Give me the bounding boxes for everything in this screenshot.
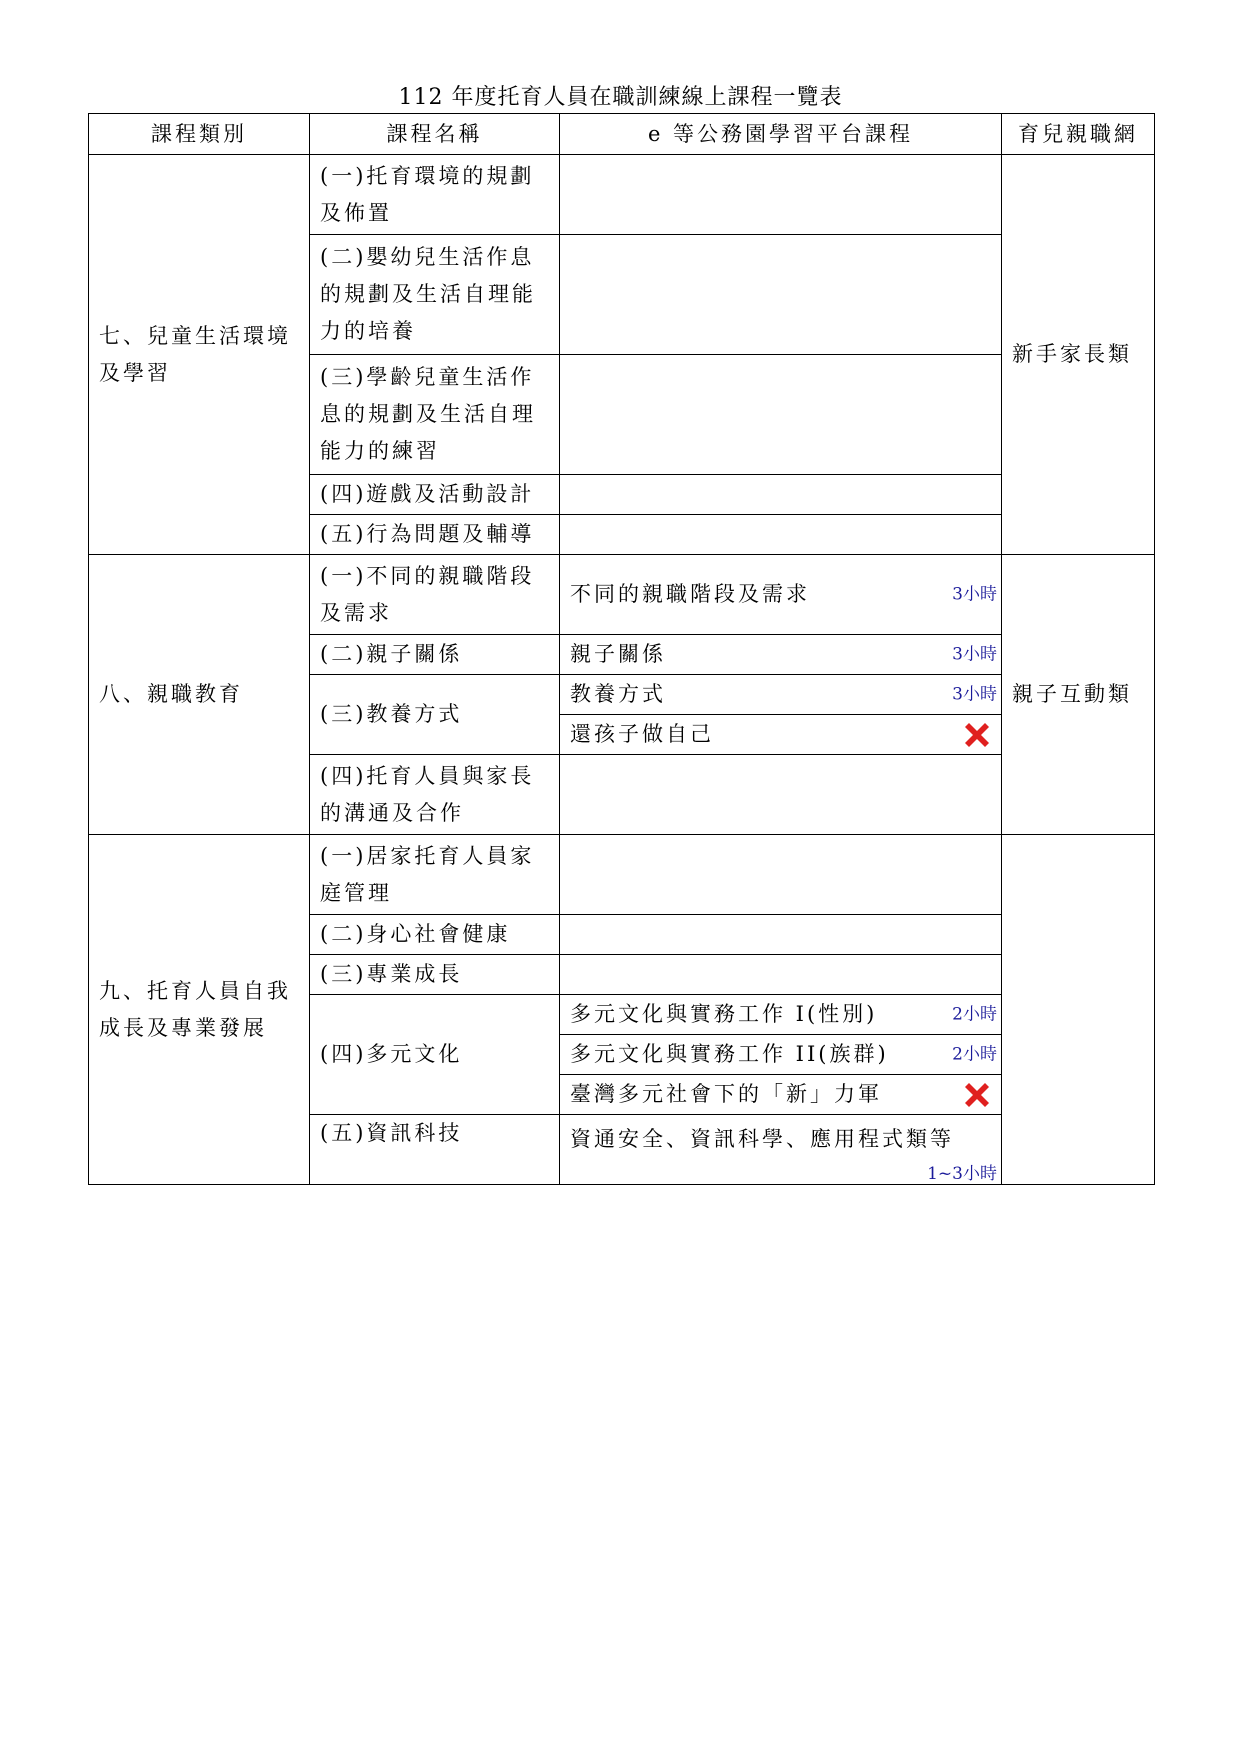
header-row	[89, 114, 1155, 155]
header-platform: e 等公務園學習平台課程	[560, 114, 1002, 155]
course-name: (三)專業成長	[310, 955, 560, 995]
platform-course	[560, 1115, 1002, 1185]
course-name: (五)資訊科技	[310, 1115, 560, 1185]
course-hours: 3小時	[952, 684, 997, 704]
platform-cell-empty	[560, 915, 1002, 955]
platform-cell-empty	[560, 835, 1002, 915]
red-x-icon	[959, 1077, 995, 1113]
course-hours: 2小時	[952, 1004, 997, 1024]
course-name: (四)多元文化	[310, 995, 560, 1115]
platform-cell-empty	[560, 355, 1002, 475]
platform-course	[560, 1035, 1002, 1075]
table-row	[89, 555, 1155, 635]
platform-course-title: 多元文化與實務工作 I(性別)	[570, 1002, 878, 1026]
category-cell-7: 七、兒童生活環境及學習	[89, 155, 310, 555]
platform-course-title: 多元文化與實務工作 II(族群)	[570, 1042, 889, 1066]
platform-cell-empty	[560, 755, 1002, 835]
platform-cell-empty	[560, 515, 1002, 555]
platform-course-title: 教養方式	[570, 682, 666, 706]
platform-course-title: 資通安全、資訊科學、應用程式類等	[570, 1127, 954, 1151]
table-row	[89, 155, 1155, 235]
platform-cell-empty	[560, 155, 1002, 235]
platform-course	[560, 635, 1002, 675]
platform-cell-empty	[560, 475, 1002, 515]
course-hours: 3小時	[952, 584, 997, 604]
platform-course-title: 親子關係	[570, 642, 666, 666]
course-name: (一)居家托育人員家庭管理	[310, 835, 560, 915]
document-title: 112 年度托育人員在職訓練線上課程一覽表	[398, 85, 843, 110]
course-table	[88, 113, 1155, 1185]
network-cell-9	[1002, 835, 1155, 1185]
course-name: (四)遊戲及活動設計	[310, 475, 560, 515]
platform-course-title: 還孩子做自己	[570, 722, 714, 746]
category-cell-8: 八、親職教育	[89, 555, 310, 835]
platform-course	[560, 995, 1002, 1035]
red-x-icon	[959, 717, 995, 753]
course-name: (二)身心社會健康	[310, 915, 560, 955]
course-name: (三)教養方式	[310, 675, 560, 755]
platform-course	[560, 675, 1002, 715]
course-name: (四)托育人員與家長的溝通及合作	[310, 755, 560, 835]
network-cell-7: 新手家長類	[1002, 155, 1155, 555]
platform-cell-empty	[560, 955, 1002, 995]
table-row	[89, 835, 1155, 915]
platform-course	[560, 555, 1002, 635]
category-cell-9: 九、托育人員自我成長及專業發展	[89, 835, 310, 1185]
course-hours: 3小時	[952, 644, 997, 664]
platform-course-title: 不同的親職階段及需求	[570, 582, 810, 606]
course-name: (三)學齡兒童生活作息的規劃及生活自理能力的練習	[310, 355, 560, 475]
header-network: 育兒親職網	[1002, 114, 1155, 155]
platform-course-title: 臺灣多元社會下的「新」力軍	[570, 1082, 882, 1106]
course-name: (一)不同的親職階段及需求	[310, 555, 560, 635]
course-name: (二)嬰幼兒生活作息的規劃及生活自理能力的培養	[310, 235, 560, 355]
course-name: (二)親子關係	[310, 635, 560, 675]
network-cell-8: 親子互動類	[1002, 555, 1155, 835]
course-name: (一)托育環境的規劃及佈置	[310, 155, 560, 235]
course-hours: 1~3小時	[927, 1164, 997, 1184]
course-hours: 2小時	[952, 1044, 997, 1064]
platform-course	[560, 715, 1002, 755]
header-category: 課程類別	[89, 114, 310, 155]
course-name: (五)行為問題及輔導	[310, 515, 560, 555]
header-course-name: 課程名稱	[310, 114, 560, 155]
platform-cell-empty	[560, 235, 1002, 355]
platform-course	[560, 1075, 1002, 1115]
